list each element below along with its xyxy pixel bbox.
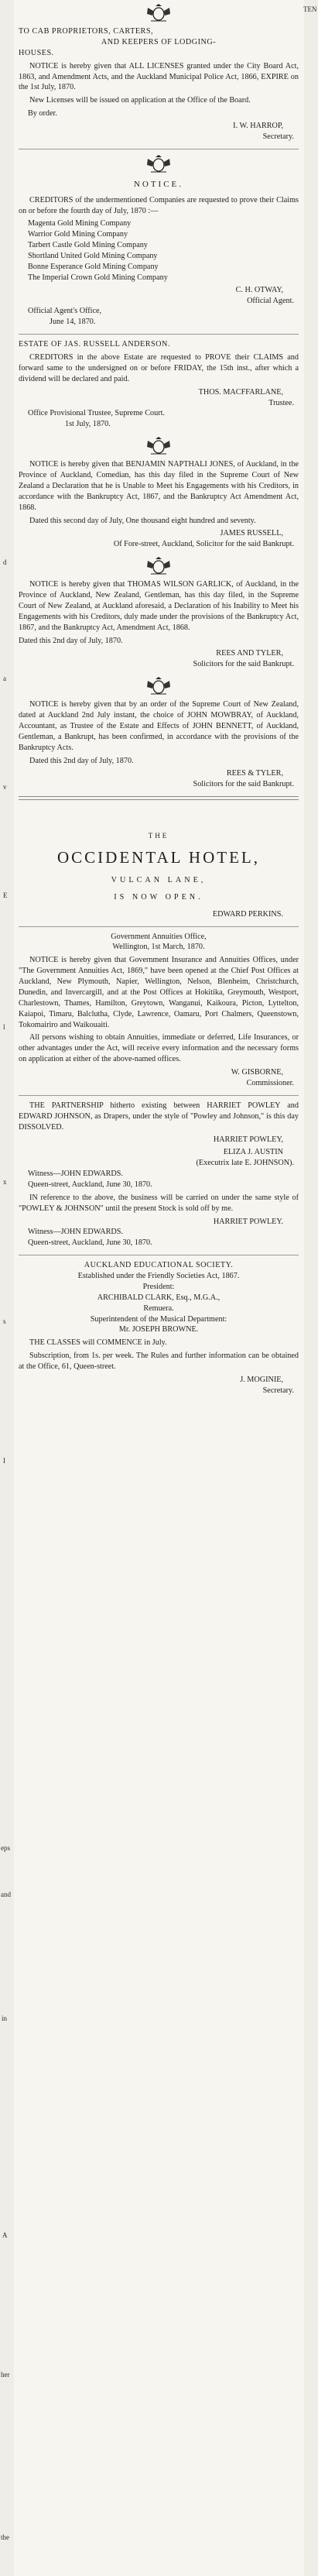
cab-heading-line2: AND KEEPERS OF LODGING- xyxy=(101,37,217,46)
left-edge-text: s xyxy=(3,1317,6,1325)
mining-company: Shortland United Gold Mining Company xyxy=(28,252,158,261)
divider xyxy=(19,334,299,335)
society-paragraph-2: Subscription, from 1s. per week. The Rules and further information can be obtained at the Office, 61, Queen-street. xyxy=(19,1352,299,1372)
bennett-notice xyxy=(19,699,299,790)
left-edge-text: E xyxy=(3,891,8,899)
hotel-name: OCCIDENTAL HOTEL, xyxy=(56,848,260,867)
mining-company: The Imperial Crown Gold Mining Company xyxy=(28,273,168,282)
left-edge-text: her xyxy=(1,2371,10,2379)
annuities-signer: W. GISBORNE, xyxy=(231,1068,283,1077)
anderson-heading: ESTATE OF JAS. RUSSELL ANDERSON. xyxy=(19,340,170,349)
anderson-office: Office Provisional Trustee, Supreme Court. xyxy=(28,409,165,418)
partnership-place-2: Queen-street, Auckland, June 30, 1870. xyxy=(28,1238,152,1248)
left-edge-text: l xyxy=(3,1023,5,1031)
left-edge-text: eps xyxy=(1,1844,10,1852)
mining-company: Bonne Esperance Gold Mining Company xyxy=(28,262,159,271)
garlick-signer-title: Solicitors for the said Bankrupt. xyxy=(193,660,294,669)
mining-signer: C. H. OTWAY, xyxy=(235,285,283,294)
cab-notice xyxy=(19,26,299,143)
right-edge-text: TEN xyxy=(303,5,317,13)
left-edge-text: in xyxy=(2,2014,8,2022)
cab-paragraph-2: New Licenses will be issued on application at the Office of the Board. xyxy=(29,96,251,105)
society-heading: AUCKLAND EDUCATIONAL SOCIETY. xyxy=(84,1261,234,1270)
partnership-place: Queen-street, Auckland, June 30, 1870. xyxy=(28,1180,152,1189)
left-edge-text: I xyxy=(3,1457,5,1465)
partnership-witness-2: Witness—JOHN EDWARDS. xyxy=(28,1228,123,1237)
mining-paragraph: CREDITORS of the undermentioned Companies are requested to prove their Claims on or before the fourth day of July, 1870 :— xyxy=(19,195,299,215)
garlick-signer: REES AND TYLER, xyxy=(216,649,283,658)
partnership-paragraph-2: IN reference to the above, the business will be carried on under the same style of "POWLEY & JOHNSON" until the present Stock is sold off by me. xyxy=(19,1193,299,1213)
hotel-open: IS NOW OPEN. xyxy=(114,892,203,902)
society-established: Established under the Friendly Societies Act, 1867. xyxy=(77,1272,240,1281)
annuities-notice xyxy=(19,932,299,1089)
advert-column xyxy=(19,0,299,1403)
cab-heading-line1: TO CAB PROPRIETORS, CARTERS, xyxy=(19,27,154,36)
left-edge-text: d xyxy=(3,558,7,566)
royal-crest-icon xyxy=(143,3,174,23)
left-edge-text: v xyxy=(3,783,7,791)
annuities-paragraph-1: NOTICE is hereby given that Government Insurance and Annuities Offices, under "The Government Annuities Act, 1869," have been opened at the Chief Post Offices at Auckland, New Plymouth, Napier, Wellington, Nelson, Blenheim, Christchurch, Dunedin, and Invercargill, and at the Post Offices at Hokitika, Greymouth, Westport, Charlestown, Thames, Hamilton, Greytown, Wanganui, Kaikoura, Picton, Lyttelton, Kaiapoi, Timaru, Balclutha, Clyde, Lawrence, Oamaru, Port Chalmers, Queenstown, Tokomairiro and Waikouaiti. xyxy=(19,956,299,1029)
hotel-owner: EDWARD PERKINS. xyxy=(212,909,283,919)
anderson-notice xyxy=(19,339,299,430)
partnership-signer-3: HARRIET POWLEY. xyxy=(213,1217,283,1226)
bennett-paragraph-2: Dated this 2nd day of July, 1870. xyxy=(29,756,134,765)
mining-office: Official Agent's Office, xyxy=(28,307,102,316)
society-superintendent-label: Superintendent of the Musical Department: xyxy=(90,1314,227,1324)
society-notice xyxy=(19,1260,299,1396)
anderson-paragraph: CREDITORS in the above Estate are requested to PROVE their CLAIMS and forward same to the undersigned on or before FRIDAY, the 15th inst., after which a dividend will be declared and paid. xyxy=(19,353,299,383)
mining-company: Warrior Gold Mining Company xyxy=(28,230,128,239)
mining-date: June 14, 1870. xyxy=(50,318,96,327)
royal-crest-icon xyxy=(143,676,174,696)
garlick-paragraph-2: Dated this 2nd day of July, 1870. xyxy=(19,636,123,645)
cab-heading-line3: HOUSES. xyxy=(19,48,54,57)
society-president: ARCHIBALD CLARK, Esq., M.G.A., xyxy=(97,1293,221,1302)
bennett-signer-title: Solicitors for the said Bankrupt. xyxy=(193,780,294,789)
jones-signer-title: Of Fore-street, Auckland, Solicitor for the said Bankrupt. xyxy=(113,540,294,549)
divider xyxy=(19,926,299,927)
partnership-paragraph-1: THE PARTNERSHIP hitherto existing between HARRIET POWLEY and EDWARD JOHNSON, as Drapers, under the style of "Powley and Johnson," is this day DISSOLVED. xyxy=(19,1101,299,1132)
divider xyxy=(19,1095,299,1096)
society-signer-title: Secretary. xyxy=(262,1386,294,1395)
left-edge-text: x xyxy=(3,1178,7,1186)
partnership-signer-2-note: (Executrix late E. JOHNSON). xyxy=(196,1159,294,1168)
mining-heading: NOTICE. xyxy=(133,179,184,189)
jones-paragraph-1: NOTICE is hereby given that BENJAMIN NAPTHALI JONES, of Auckland, in the Province of Auckland, Comedian, has this day filed in the Supreme Court of New Zealand a Declaration that he is Unable to Meet his Engagements with his Creditors, in accordance with the Bankruptcy Act, 1867, and the Bankruptcy Act Amendment Act, 1868. xyxy=(19,460,299,512)
hotel-the: THE xyxy=(148,832,169,840)
mining-signer-title: Official Agent. xyxy=(247,296,294,305)
jones-signer: JAMES RUSSELL, xyxy=(220,529,283,538)
society-superintendent: Mr. JOSEPH BROWNE. xyxy=(118,1325,199,1334)
royal-crest-icon xyxy=(143,154,174,174)
cab-by-order: By order. xyxy=(28,109,57,118)
annuities-date: Wellington, 1st March, 1870. xyxy=(112,943,205,952)
garlick-notice xyxy=(19,579,299,670)
partnership-witness: Witness—JOHN EDWARDS. xyxy=(28,1170,123,1179)
left-edge-text: A xyxy=(2,2231,8,2239)
annuities-office: Government Annuities Office, xyxy=(111,932,207,941)
annuities-signer-title: Commissioner. xyxy=(246,1078,294,1087)
society-president-label: President: xyxy=(142,1282,175,1291)
right-margin-strip xyxy=(304,0,318,2576)
partnership-signer-1: HARRIET POWLEY, xyxy=(213,1135,283,1145)
annuities-paragraph-2: All persons wishing to obtain Annuities, immediate or deferred, Life Insurances, or other advantages under the Act, will receive every information and the necessary forms on application at either of the above-named offices. xyxy=(19,1033,299,1064)
partnership-signer-2: ELIZA J. AUSTIN xyxy=(223,1148,283,1157)
anderson-signer: THOS. MACFFARLANE, xyxy=(198,387,283,397)
anderson-date: 1st July, 1870. xyxy=(65,420,111,429)
bennett-signer: REES & TYLER, xyxy=(226,769,283,778)
mining-company: Tarbert Castle Gold Mining Company xyxy=(28,241,148,250)
jones-paragraph-2: Dated this second day of July, One thousand eight hundred and seventy. xyxy=(29,516,256,525)
left-margin-strip xyxy=(0,0,14,2576)
society-president-title: Remuera. xyxy=(143,1303,174,1313)
divider xyxy=(19,796,299,800)
society-paragraph-1: THE CLASSES will COMMENCE in July. xyxy=(29,1338,167,1348)
hotel-lane: VULCAN LANE, xyxy=(111,875,207,884)
hotel-advert xyxy=(19,831,299,919)
royal-crest-icon xyxy=(143,436,174,456)
jones-notice xyxy=(19,459,299,550)
mining-company: Magenta Gold Mining Company xyxy=(28,219,132,228)
cab-signer-title: Secretary. xyxy=(262,132,294,141)
left-edge-text: the xyxy=(1,2533,9,2541)
cab-signer: I. W. HARROP, xyxy=(233,122,283,130)
left-edge-text: and xyxy=(1,1891,11,1898)
cab-paragraph-1: NOTICE is hereby given that ALL LICENSES granted under the City Board Act, 1863, and Amendment Acts, and the Auckland Municipal Police Act, 1866, EXPIRE on the 1st July, 1870. xyxy=(19,61,299,92)
bennett-paragraph-1: NOTICE is hereby given that by an order of the Supreme Court of New Zealand, dated at Auckland 2nd July instant, the choice of JOHN MOWBRAY, of Auckland, Accountant, as Trustee of the Estate and Effects of JOHN BENNETT, of Auckland, Gentleman, a Bankrupt, has been confirmed, in accordance with the provisions of the Bankruptcy Acts. xyxy=(19,700,299,752)
left-edge-text: a xyxy=(3,675,6,682)
royal-crest-icon xyxy=(143,556,174,576)
society-signer: J. MOGINIE, xyxy=(240,1375,283,1384)
anderson-signer-title: Trustee. xyxy=(268,398,294,407)
garlick-paragraph-1: NOTICE is hereby given that THOMAS WILSON GARLICK, of Auckland, in the Province of Auckland, New Zealand, Gentleman, has this day filed, in the Supreme Court of New Zealand, at Auckland aforesaid, a Declaration of his Inability to Meet his Engagements with his Creditors, duly made under the provisions of the Bankruptcy Act, 1867, and the Bankruptcy Act, Amendment Act, 1868. xyxy=(19,580,299,632)
mining-notice xyxy=(19,179,299,328)
partnership-notice xyxy=(19,1101,299,1249)
